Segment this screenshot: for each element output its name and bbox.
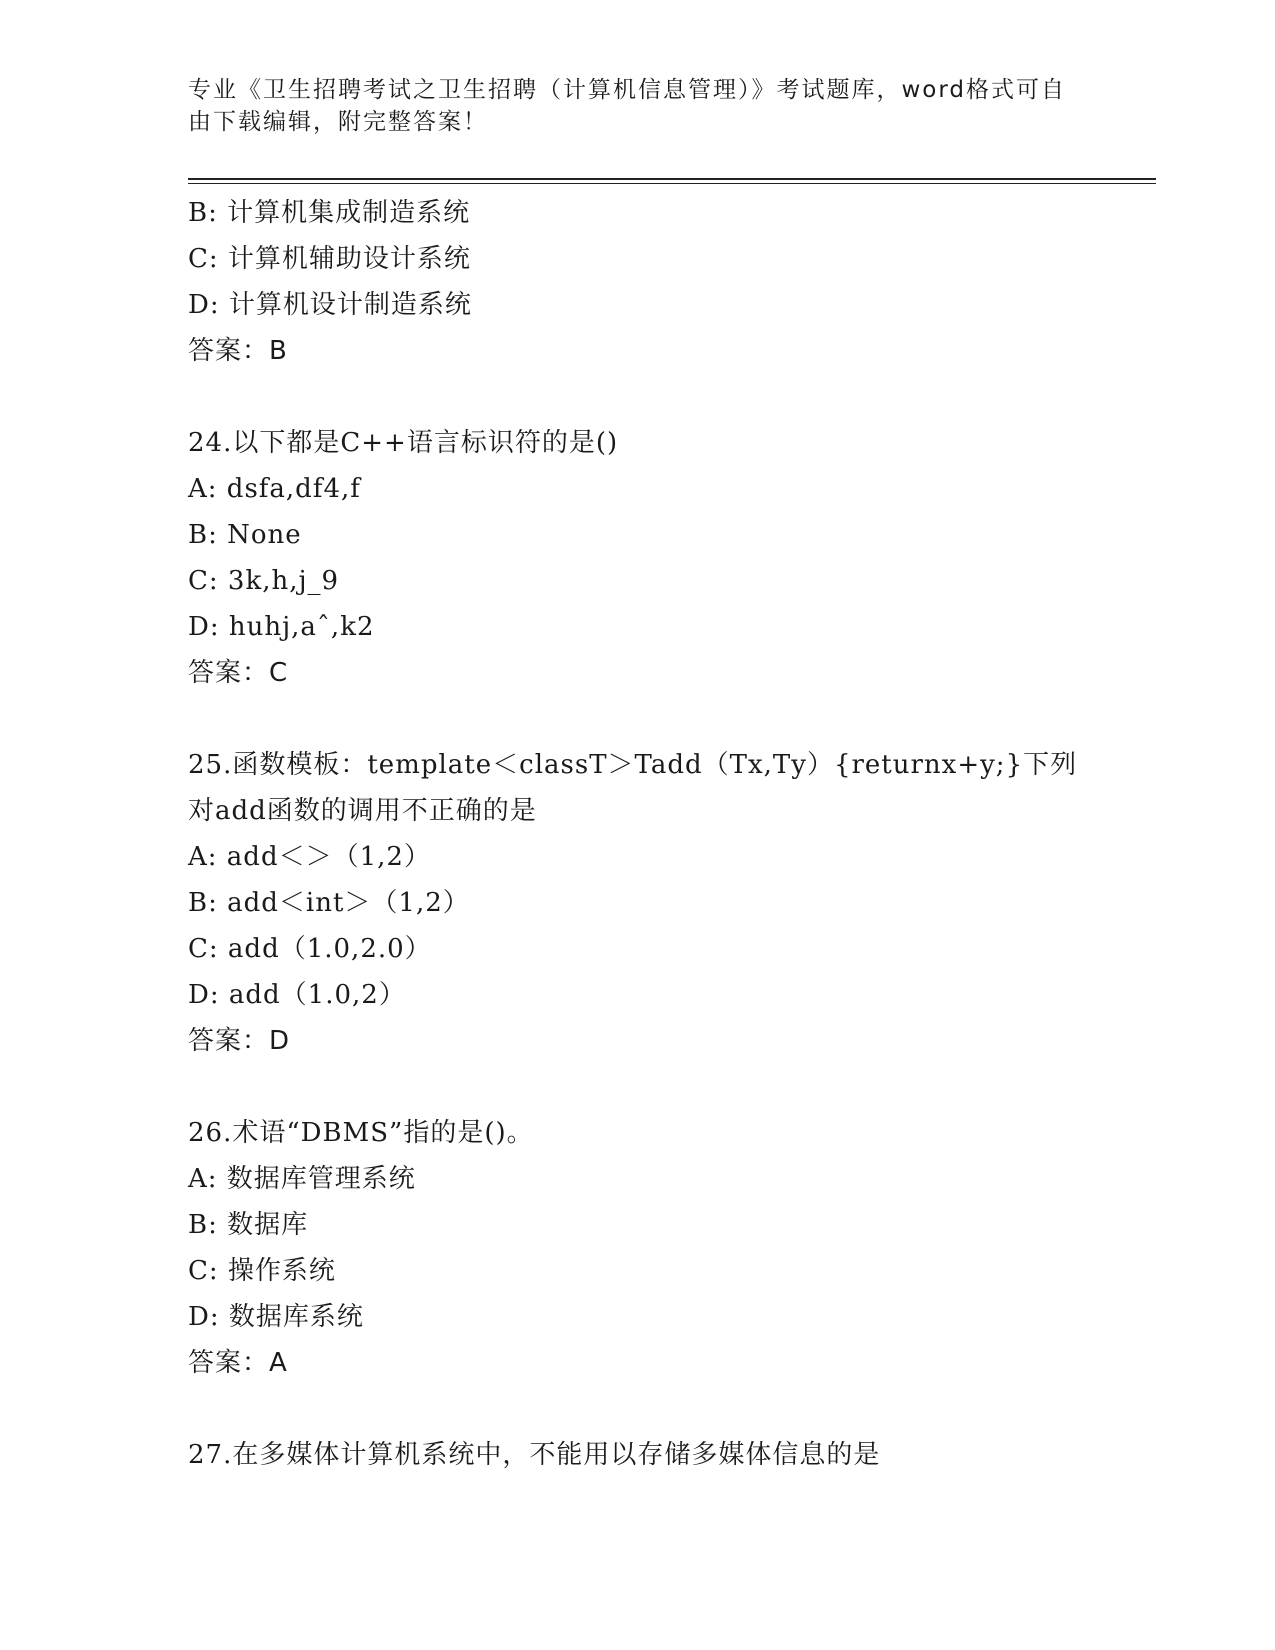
option-d: D: 数据库系统	[188, 1302, 364, 1332]
option-a: A: 数据库管理系统	[188, 1164, 416, 1194]
option-b: B: add＜int＞（1,2）	[188, 888, 470, 918]
answer-line: 答案：A	[188, 1348, 288, 1378]
question-25	[188, 742, 1088, 1064]
question-text: 27.在多媒体计算机系统中，不能用以存储多媒体信息的是	[188, 1440, 881, 1470]
spacer	[188, 1064, 1088, 1110]
question-27	[188, 1432, 1088, 1478]
option-c: C: 计算机辅助设计系统	[188, 244, 471, 274]
header-line-1: 专业《卫生招聘考试之卫生招聘（计算机信息管理）》考试题库，word格式可自	[188, 77, 1067, 103]
answer-line: 答案：C	[188, 658, 289, 688]
header-line-2: 由下载编辑，附完整答案！	[188, 109, 488, 135]
option-b: B: None	[188, 520, 302, 550]
question-text-line-2: 对add函数的调用不正确的是	[188, 796, 537, 826]
question-24	[188, 420, 1088, 696]
option-c: C: 操作系统	[188, 1256, 336, 1286]
option-a: A: dsfa,df4,f	[188, 474, 361, 504]
question-text: 24.以下都是C++语言标识符的是()	[188, 428, 619, 458]
option-d: D: huhj,aˆ,k2	[188, 612, 375, 642]
option-c: C: 3k,h,j_9	[188, 566, 340, 596]
question-text-line-1: 25.函数模板：template＜classT＞Tadd（Tx,Ty）{returnx+y;}下列	[188, 750, 1078, 780]
question-23-tail	[188, 190, 1088, 374]
answer-line: 答案：B	[188, 336, 288, 366]
question-list	[188, 190, 1088, 1478]
question-text: 26.术语“DBMS”指的是()。	[188, 1118, 534, 1148]
spacer	[188, 374, 1088, 420]
option-c: C: add（1.0,2.0）	[188, 934, 432, 964]
spacer	[188, 696, 1088, 742]
header-divider-thin	[188, 183, 1156, 184]
header-divider-thick	[188, 178, 1156, 180]
question-26	[188, 1110, 1088, 1386]
option-b: B: 数据库	[188, 1210, 309, 1240]
option-b: B: 计算机集成制造系统	[188, 198, 471, 228]
option-d: D: add（1.0,2）	[188, 980, 406, 1010]
document-header	[188, 74, 1068, 138]
answer-line: 答案：D	[188, 1026, 291, 1056]
spacer	[188, 1386, 1088, 1432]
option-d: D: 计算机设计制造系统	[188, 290, 472, 320]
option-a: A: add＜＞（1,2）	[188, 842, 431, 872]
